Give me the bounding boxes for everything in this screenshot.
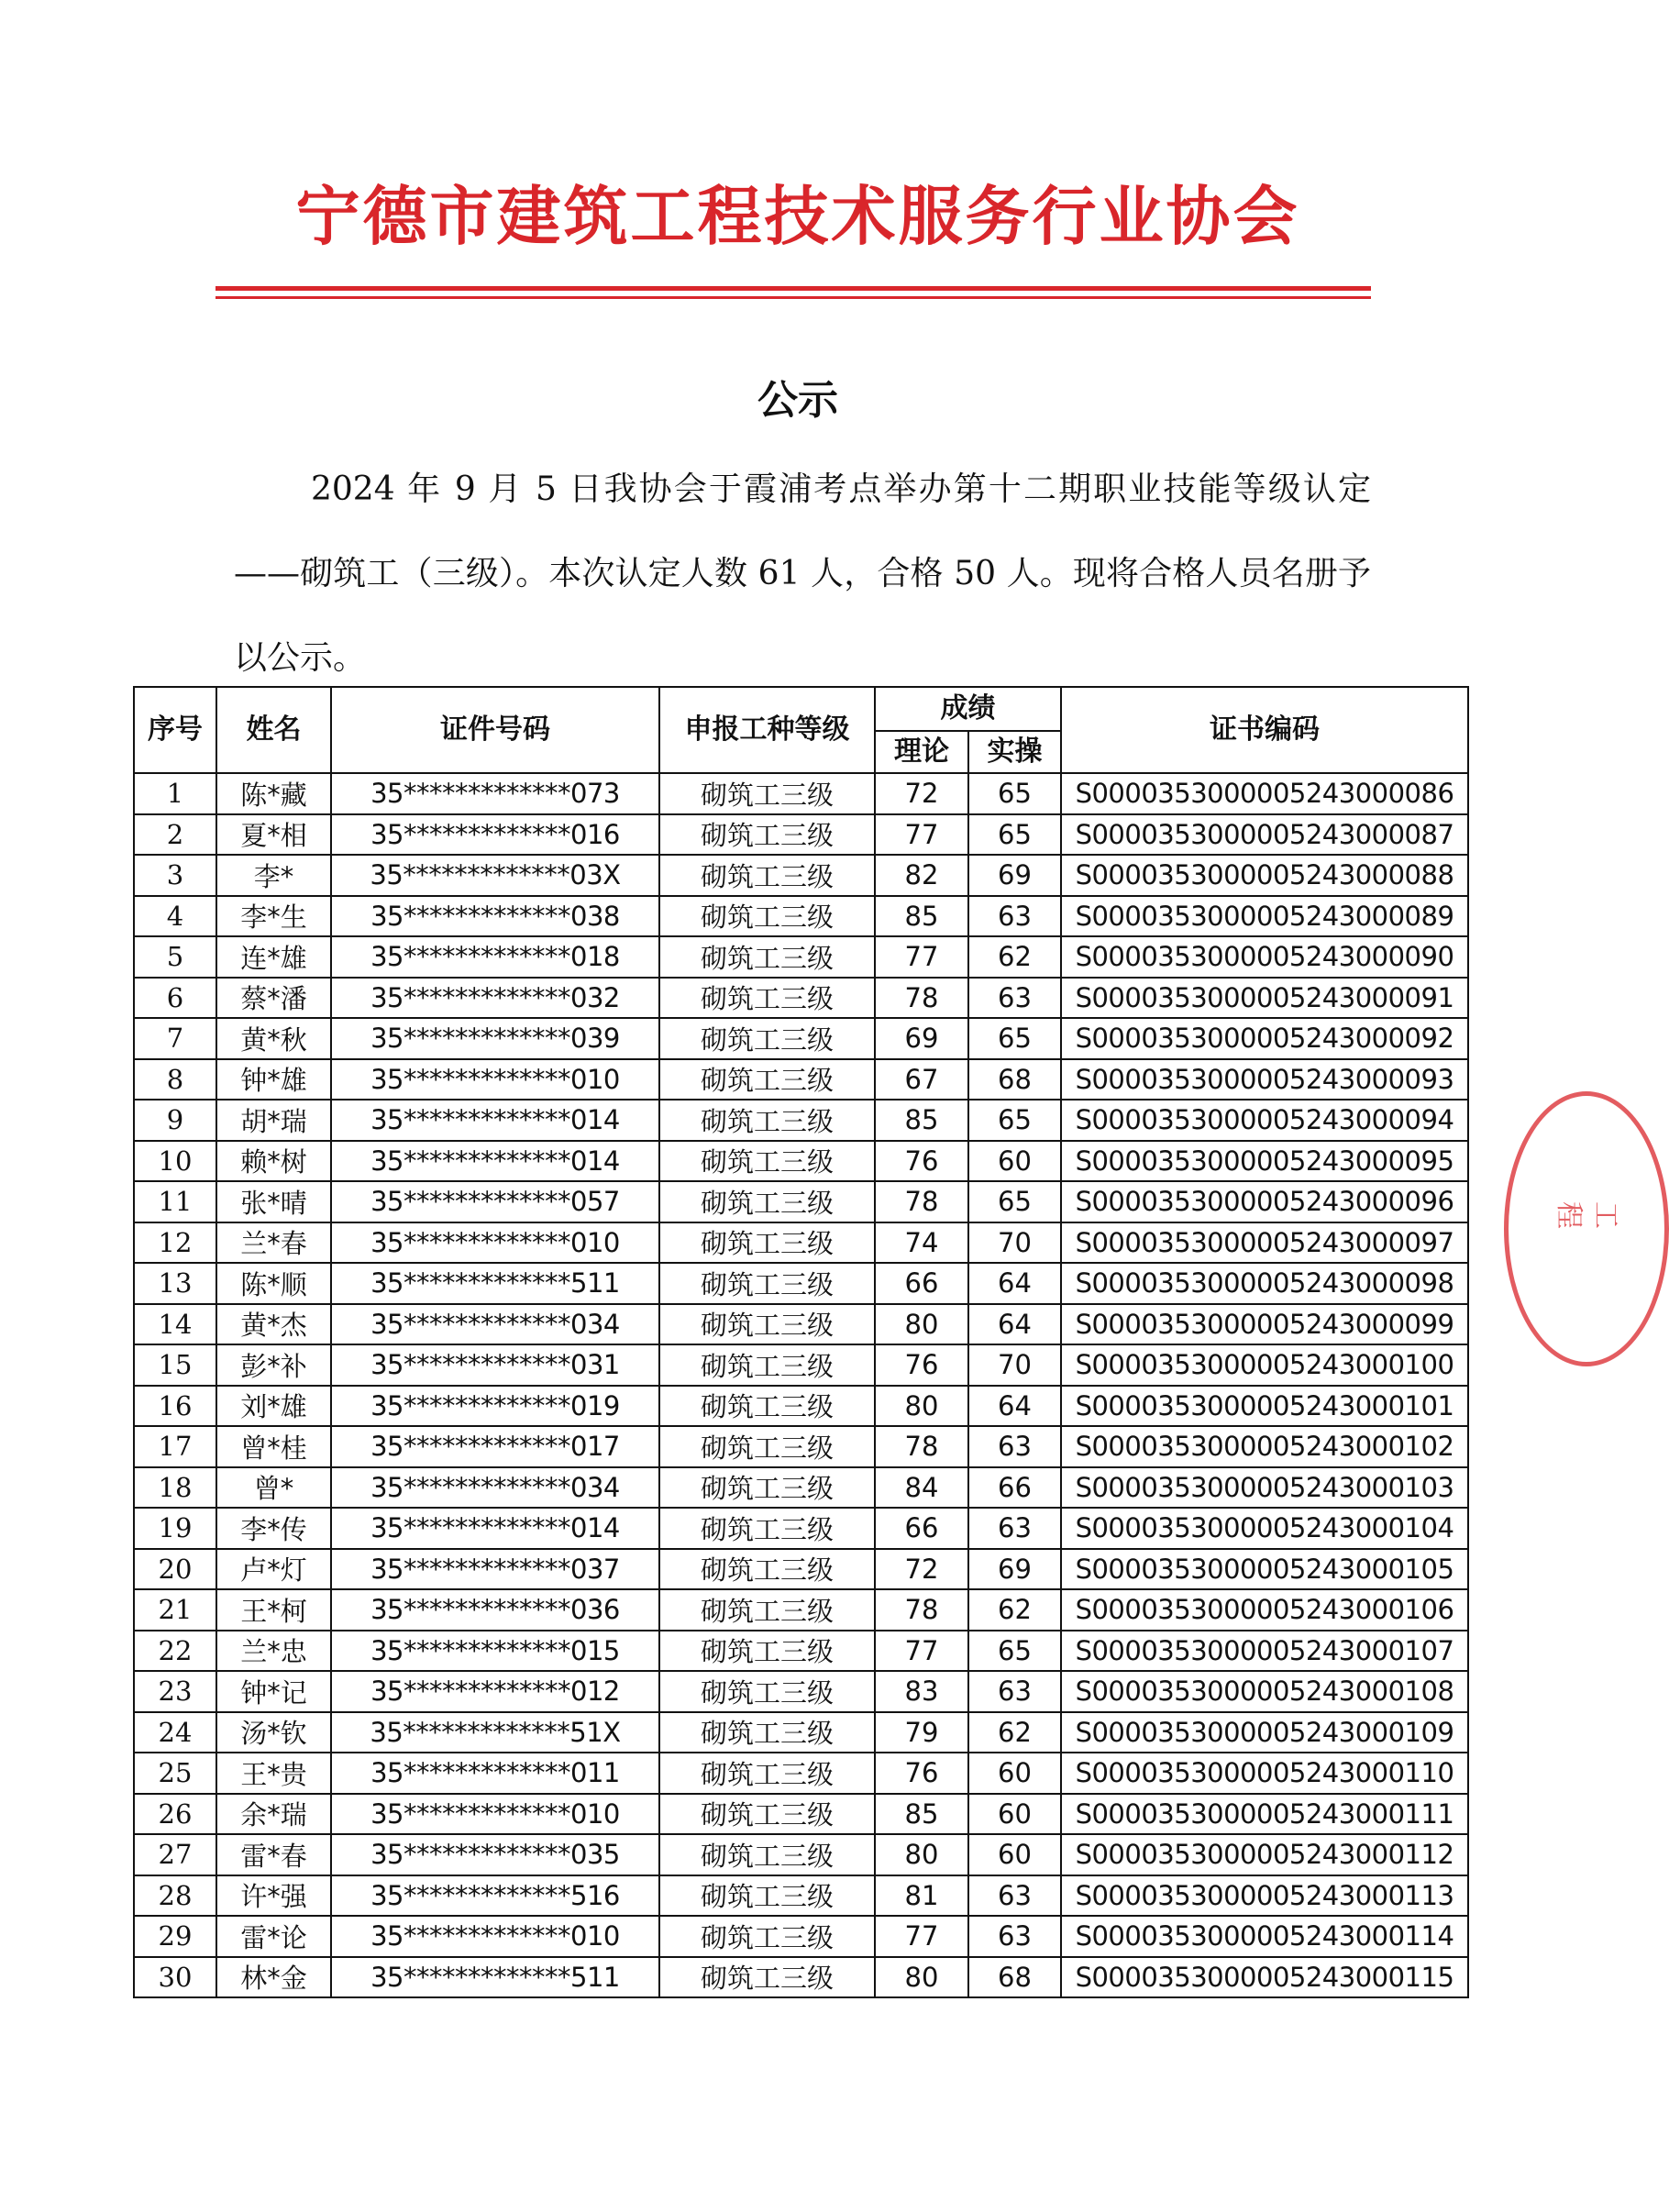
row-index: 22 [134,1631,216,1672]
row-practice-score: 66 [968,1467,1061,1509]
row-practice-score: 65 [968,1018,1061,1059]
table-row [134,1141,1468,1182]
row-trade-level: 砌筑工三级 [659,1018,875,1059]
row-theory-score: 66 [875,1263,968,1304]
roster-header [134,687,1468,773]
row-cert-code: S0000353000005243000102 [1061,1426,1468,1467]
row-name: 陈*顺 [216,1263,331,1304]
row-cert-code: S0000353000005243000099 [1061,1304,1468,1345]
row-practice-score: 63 [968,896,1061,937]
row-cert-code: S0000353000005243000093 [1061,1059,1468,1100]
row-index: 9 [134,1100,216,1141]
row-id-number: 35*************010 [331,1059,659,1100]
row-theory-score: 77 [875,814,968,856]
row-name: 刘*雄 [216,1386,331,1427]
row-practice-score: 60 [968,1753,1061,1794]
row-practice-score: 70 [968,1344,1061,1386]
row-trade-level: 砌筑工三级 [659,1426,875,1467]
row-id-number: 35*************012 [331,1671,659,1712]
row-theory-score: 80 [875,1957,968,1998]
row-index: 8 [134,1059,216,1100]
row-trade-level: 砌筑工三级 [659,1059,875,1100]
row-index: 10 [134,1141,216,1182]
row-cert-code: S0000353000005243000108 [1061,1671,1468,1712]
row-name: 雷*论 [216,1916,331,1957]
row-index: 19 [134,1508,216,1549]
row-name: 赖*树 [216,1141,331,1182]
row-practice-score: 63 [968,1671,1061,1712]
table-row [134,1100,1468,1141]
row-name: 兰*春 [216,1222,331,1264]
row-theory-score: 77 [875,936,968,978]
row-theory-score: 76 [875,1344,968,1386]
row-index: 2 [134,814,216,856]
row-trade-level: 砌筑工三级 [659,1222,875,1264]
row-theory-score: 84 [875,1467,968,1509]
row-cert-code: S0000353000005243000115 [1061,1957,1468,1998]
row-trade-level: 砌筑工三级 [659,1957,875,1998]
row-trade-level: 砌筑工三级 [659,1834,875,1875]
row-cert-code: S0000353000005243000092 [1061,1018,1468,1059]
row-name: 曾* [216,1467,331,1509]
row-name: 林*金 [216,1957,331,1998]
row-practice-score: 65 [968,1181,1061,1222]
table-row [134,1263,1468,1304]
row-cert-code: S0000353000005243000086 [1061,773,1468,814]
row-cert-code: S0000353000005243000109 [1061,1712,1468,1753]
row-trade-level: 砌筑工三级 [659,773,875,814]
row-name: 卢*灯 [216,1549,331,1590]
row-name: 汤*钦 [216,1712,331,1753]
row-theory-score: 85 [875,1100,968,1141]
row-trade-level: 砌筑工三级 [659,1712,875,1753]
header-practice: 实操 [968,731,1061,773]
row-name: 钟*记 [216,1671,331,1712]
row-trade-level: 砌筑工三级 [659,1875,875,1917]
table-row [134,936,1468,978]
row-theory-score: 67 [875,1059,968,1100]
qualified-roster-table [133,686,1469,1998]
row-theory-score: 78 [875,1426,968,1467]
row-name: 陈*藏 [216,773,331,814]
row-index: 4 [134,896,216,937]
row-index: 26 [134,1794,216,1835]
notice-title: 公示 [757,377,838,424]
table-row [134,814,1468,856]
row-index: 15 [134,1344,216,1386]
row-id-number: 35*************034 [331,1304,659,1345]
row-trade-level: 砌筑工三级 [659,1100,875,1141]
row-practice-score: 60 [968,1834,1061,1875]
header-name: 姓名 [216,687,331,773]
row-id-number: 35*************014 [331,1100,659,1141]
row-theory-score: 82 [875,855,968,896]
row-cert-code: S0000353000005243000087 [1061,814,1468,856]
row-name: 张*晴 [216,1181,331,1222]
row-index: 27 [134,1834,216,1875]
row-theory-score: 72 [875,773,968,814]
row-trade-level: 砌筑工三级 [659,1549,875,1590]
row-practice-score: 70 [968,1222,1061,1264]
table-row [134,978,1468,1019]
row-id-number: 35*************511 [331,1957,659,1998]
row-theory-score: 80 [875,1304,968,1345]
row-practice-score: 69 [968,1549,1061,1590]
table-row [134,1589,1468,1631]
row-cert-code: S0000353000005243000105 [1061,1549,1468,1590]
header-cert-code: 证书编码 [1061,687,1468,773]
row-trade-level: 砌筑工三级 [659,1304,875,1345]
row-cert-code: S0000353000005243000103 [1061,1467,1468,1509]
row-cert-code: S0000353000005243000090 [1061,936,1468,978]
row-trade-level: 砌筑工三级 [659,814,875,856]
row-name: 王*柯 [216,1589,331,1631]
row-theory-score: 78 [875,978,968,1019]
row-name: 李* [216,855,331,896]
row-index: 1 [134,773,216,814]
row-practice-score: 63 [968,978,1061,1019]
row-id-number: 35*************032 [331,978,659,1019]
table-row [134,1794,1468,1835]
row-trade-level: 砌筑工三级 [659,1263,875,1304]
table-row [134,1631,1468,1672]
row-theory-score: 76 [875,1753,968,1794]
row-practice-score: 63 [968,1508,1061,1549]
row-cert-code: S0000353000005243000097 [1061,1222,1468,1264]
row-id-number: 35*************016 [331,814,659,856]
row-practice-score: 63 [968,1426,1061,1467]
row-practice-score: 65 [968,773,1061,814]
row-id-number: 35*************036 [331,1589,659,1631]
row-name: 彭*补 [216,1344,331,1386]
row-name: 李*生 [216,896,331,937]
row-trade-level: 砌筑工三级 [659,936,875,978]
header-trade-level: 申报工种等级 [659,687,875,773]
row-theory-score: 74 [875,1222,968,1264]
row-id-number: 35*************038 [331,896,659,937]
table-row [134,1386,1468,1427]
row-id-number: 35*************018 [331,936,659,978]
row-index: 25 [134,1753,216,1794]
row-practice-score: 64 [968,1386,1061,1427]
row-theory-score: 79 [875,1712,968,1753]
row-cert-code: S0000353000005243000110 [1061,1753,1468,1794]
notice-body: 2024 年 9 月 5 日我协会于霞浦考点举办第十二期职业技能等级认定——砌筑工（三级）。本次认定人数 61 人，合格 50 人。现将合格人员名册予以公示。 [234,470,1371,677]
row-theory-score: 83 [875,1671,968,1712]
row-theory-score: 76 [875,1141,968,1182]
row-theory-score: 80 [875,1386,968,1427]
row-trade-level: 砌筑工三级 [659,1753,875,1794]
row-trade-level: 砌筑工三级 [659,896,875,937]
header-rule-thin [216,296,1371,299]
row-index: 29 [134,1916,216,1957]
row-cert-code: S0000353000005243000101 [1061,1386,1468,1427]
row-id-number: 35*************039 [331,1018,659,1059]
row-index: 24 [134,1712,216,1753]
row-practice-score: 65 [968,1631,1061,1672]
row-theory-score: 69 [875,1018,968,1059]
row-practice-score: 62 [968,1589,1061,1631]
row-index: 3 [134,855,216,896]
row-practice-score: 65 [968,1100,1061,1141]
row-cert-code: S0000353000005243000114 [1061,1916,1468,1957]
row-id-number: 35*************019 [331,1386,659,1427]
row-name: 钟*雄 [216,1059,331,1100]
row-cert-code: S0000353000005243000104 [1061,1508,1468,1549]
row-trade-level: 砌筑工三级 [659,1671,875,1712]
header-id-number: 证件号码 [331,687,659,773]
row-id-number: 35*************014 [331,1141,659,1182]
row-practice-score: 64 [968,1263,1061,1304]
row-practice-score: 64 [968,1304,1061,1345]
row-name: 连*雄 [216,936,331,978]
row-trade-level: 砌筑工三级 [659,978,875,1019]
row-id-number: 35*************034 [331,1467,659,1509]
header-theory: 理论 [875,731,968,773]
row-practice-score: 62 [968,1712,1061,1753]
row-id-number: 35*************057 [331,1181,659,1222]
row-practice-score: 63 [968,1916,1061,1957]
row-name: 余*瑞 [216,1794,331,1835]
table-row [134,1508,1468,1549]
row-id-number: 35*************010 [331,1794,659,1835]
row-trade-level: 砌筑工三级 [659,1181,875,1222]
table-row [134,1426,1468,1467]
row-cert-code: S0000353000005243000094 [1061,1100,1468,1141]
row-name: 黄*秋 [216,1018,331,1059]
row-cert-code: S0000353000005243000096 [1061,1181,1468,1222]
row-index: 11 [134,1181,216,1222]
row-id-number: 35*************015 [331,1631,659,1672]
row-trade-level: 砌筑工三级 [659,1589,875,1631]
table-row [134,1344,1468,1386]
organization-title: 宁德市建筑工程技术服务行业协会 [295,179,1300,254]
row-cert-code: S0000353000005243000107 [1061,1631,1468,1672]
row-cert-code: S0000353000005243000095 [1061,1141,1468,1182]
row-theory-score: 85 [875,896,968,937]
row-name: 王*贵 [216,1753,331,1794]
row-cert-code: S0000353000005243000106 [1061,1589,1468,1631]
table-row [134,896,1468,937]
row-id-number: 35*************010 [331,1916,659,1957]
row-index: 12 [134,1222,216,1264]
row-id-number: 35*************516 [331,1875,659,1917]
row-index: 18 [134,1467,216,1509]
row-theory-score: 78 [875,1589,968,1631]
row-index: 7 [134,1018,216,1059]
row-trade-level: 砌筑工三级 [659,1386,875,1427]
row-practice-score: 60 [968,1141,1061,1182]
row-index: 23 [134,1671,216,1712]
row-practice-score: 68 [968,1957,1061,1998]
row-name: 雷*春 [216,1834,331,1875]
table-row [134,1549,1468,1590]
header-index: 序号 [134,687,216,773]
row-id-number: 35*************035 [331,1834,659,1875]
row-name: 夏*相 [216,814,331,856]
row-id-number: 35*************037 [331,1549,659,1590]
row-name: 黄*杰 [216,1304,331,1345]
row-practice-score: 63 [968,1875,1061,1917]
row-practice-score: 65 [968,814,1061,856]
roster-body [134,773,1468,1997]
table-row [134,1222,1468,1264]
row-index: 14 [134,1304,216,1345]
row-trade-level: 砌筑工三级 [659,855,875,896]
row-name: 李*传 [216,1508,331,1549]
row-name: 蔡*潘 [216,978,331,1019]
row-index: 16 [134,1386,216,1427]
table-row [134,1059,1468,1100]
row-cert-code: S0000353000005243000089 [1061,896,1468,937]
row-practice-score: 68 [968,1059,1061,1100]
row-index: 17 [134,1426,216,1467]
row-id-number: 35*************031 [331,1344,659,1386]
table-row [134,1753,1468,1794]
row-cert-code: S0000353000005243000111 [1061,1794,1468,1835]
row-id-number: 35*************011 [331,1753,659,1794]
seal-text: 工程 [1553,1201,1621,1229]
row-cert-code: S0000353000005243000091 [1061,978,1468,1019]
row-name: 许*强 [216,1875,331,1917]
row-name: 兰*忠 [216,1631,331,1672]
table-row [134,1018,1468,1059]
table-row [134,1957,1468,1998]
row-trade-level: 砌筑工三级 [659,1141,875,1182]
row-index: 28 [134,1875,216,1917]
row-id-number: 35*************51X [331,1712,659,1753]
table-row [134,1671,1468,1712]
table-row [134,1834,1468,1875]
row-id-number: 35*************014 [331,1508,659,1549]
row-theory-score: 66 [875,1508,968,1549]
row-cert-code: S0000353000005243000098 [1061,1263,1468,1304]
row-theory-score: 78 [875,1181,968,1222]
row-id-number: 35*************010 [331,1222,659,1264]
row-name: 曾*桂 [216,1426,331,1467]
row-theory-score: 81 [875,1875,968,1917]
table-row [134,773,1468,814]
table-row [134,1304,1468,1345]
row-theory-score: 85 [875,1794,968,1835]
row-theory-score: 77 [875,1916,968,1957]
row-index: 13 [134,1263,216,1304]
row-theory-score: 77 [875,1631,968,1672]
row-trade-level: 砌筑工三级 [659,1794,875,1835]
table-row [134,1467,1468,1509]
row-cert-code: S0000353000005243000112 [1061,1834,1468,1875]
row-theory-score: 72 [875,1549,968,1590]
row-theory-score: 80 [875,1834,968,1875]
row-index: 30 [134,1957,216,1998]
row-index: 21 [134,1589,216,1631]
row-cert-code: S0000353000005243000113 [1061,1875,1468,1917]
row-index: 20 [134,1549,216,1590]
row-id-number: 35*************073 [331,773,659,814]
row-index: 6 [134,978,216,1019]
table-row [134,1875,1468,1917]
row-id-number: 35*************511 [331,1263,659,1304]
header-rule-thick [216,286,1371,291]
row-practice-score: 60 [968,1794,1061,1835]
table-row [134,855,1468,896]
row-practice-score: 62 [968,936,1061,978]
row-trade-level: 砌筑工三级 [659,1344,875,1386]
row-trade-level: 砌筑工三级 [659,1916,875,1957]
row-trade-level: 砌筑工三级 [659,1508,875,1549]
table-row [134,1916,1468,1957]
table-row [134,1712,1468,1753]
row-name: 胡*瑞 [216,1100,331,1141]
row-id-number: 35*************017 [331,1426,659,1467]
header-score: 成绩 [875,687,1061,731]
row-cert-code: S0000353000005243000100 [1061,1344,1468,1386]
row-trade-level: 砌筑工三级 [659,1467,875,1509]
row-practice-score: 69 [968,855,1061,896]
table-row [134,1181,1468,1222]
row-id-number: 35*************03X [331,855,659,896]
row-index: 5 [134,936,216,978]
row-cert-code: S0000353000005243000088 [1061,855,1468,896]
row-trade-level: 砌筑工三级 [659,1631,875,1672]
